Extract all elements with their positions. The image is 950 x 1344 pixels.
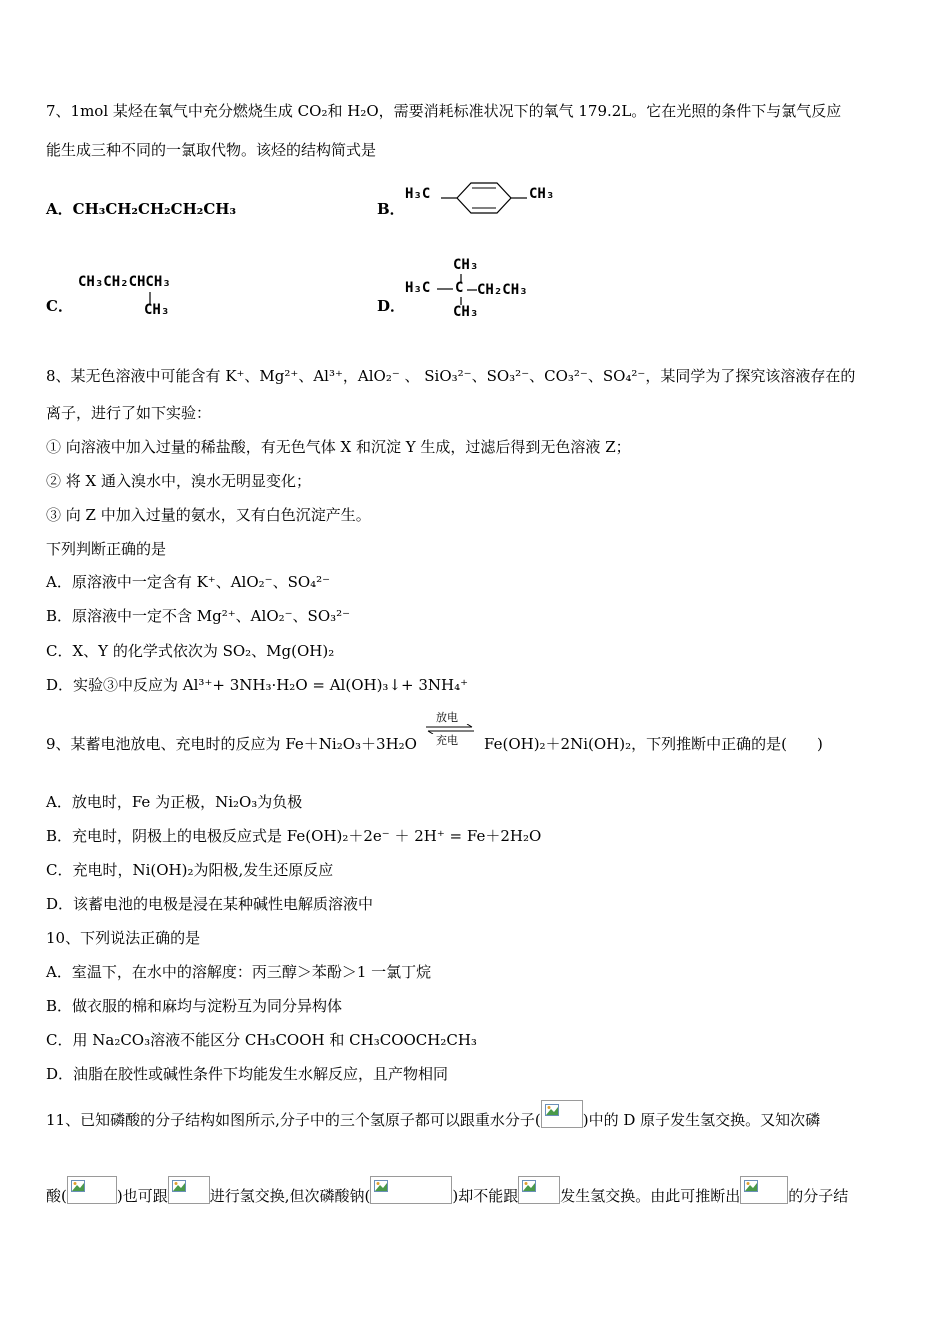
q8-option-c: C．X、Y 的化学式依次为 SO₂、Mg(OH)₂ — [46, 642, 335, 660]
q7-d-top-methyl: CH₃ — [453, 257, 479, 273]
q8-line1: 8、某无色溶液中可能含有 K⁺、Mg²⁺、Al³⁺，AlO₂⁻ 、 SiO₃²⁻、SO₃²⁻、CO₃²⁻、SO₄²⁻，某同学为了探究该溶液存在的 — [46, 367, 856, 385]
q8-step3: ③ 向 Z 中加入过量的氨水，又有白色沉淀产生。 — [46, 506, 371, 524]
q8-step1: ① 向溶液中加入过量的稀盐酸，有无色气体 X 和沉淀 Y 生成，过滤后得到无色溶液 Z； — [46, 438, 631, 456]
q9-arrow-top-label: 放电 — [436, 711, 458, 724]
q7-line2: 能生成三种不同的一氯取代物。该烃的结构简式是 — [46, 141, 377, 159]
q8-step2: ② 将 X 通入溴水中，溴水无明显变化； — [46, 472, 311, 490]
q9-arrow-bottom-label: 充电 — [436, 734, 458, 747]
q10-stem: 10、下列说法正确的是 — [46, 929, 201, 947]
q10-option-a: A．室温下，在水中的溶解度：丙三醇＞苯酚＞1 一氯丁烷 — [46, 963, 432, 981]
q7-option-a — [46, 199, 236, 219]
q10-option-d: D．油脂在胶性或碱性条件下均能发生水解反应，且产物相同 — [46, 1065, 449, 1083]
q7-d-central-carbon: C — [455, 280, 464, 296]
q7-d-bottom-methyl: CH₃ — [453, 304, 479, 320]
q8-stem: 下列判断正确的是 — [46, 540, 167, 558]
q7-c-branch: CH₃ — [144, 302, 170, 318]
q7-b-left-group: H₃C — [405, 186, 431, 202]
q11-line1 — [46, 1110, 820, 1130]
broken-image-icon — [67, 1176, 117, 1204]
broken-image-icon — [740, 1176, 788, 1204]
q9-option-b: B．充电时，阴极上的电极反应式是 Fe(OH)₂＋2e⁻ ＋ 2H⁺ = Fe＋2H₂O — [46, 827, 542, 845]
q9-option-a: A．放电时，Fe 为正极，Ni₂O₃为负极 — [46, 793, 303, 811]
q7-option-b-label: B． — [377, 200, 405, 218]
broken-image-icon — [370, 1176, 452, 1204]
equilibrium-arrow-icon — [424, 724, 476, 734]
q9-line-left: 9、某蓄电池放电、充电时的反应为 Fe＋Ni₂O₃＋3H₂O — [46, 735, 417, 753]
q11-line2-part-e: 发生氢交换。由此可推断出 — [560, 1187, 741, 1205]
q11-line2 — [46, 1186, 848, 1206]
q7-option-a-formula: CH₃CH₂CH₂CH₂CH₃ — [72, 200, 237, 218]
broken-image-icon — [168, 1176, 210, 1204]
q7-d-bond-lines — [405, 255, 555, 323]
q8-option-a: A．原溶液中一定含有 K⁺、AlO₂⁻、SO₄²⁻ — [46, 573, 331, 591]
q11-line2-part-c: 进行氢交换,但次磷酸钠( — [209, 1187, 371, 1205]
q11-line1-part-a: 11、已知磷酸的分子结构如图所示,分子中的三个氢原子都可以跟重水分子( — [46, 1111, 541, 1129]
q7-option-d-label: D． — [377, 297, 406, 315]
broken-image-icon — [518, 1176, 560, 1204]
q9-line-right: Fe(OH)₂＋2Ni(OH)₂，下列推断中正确的是( ) — [484, 735, 823, 753]
q7-option-d-structure — [405, 255, 555, 323]
q7-b-right-group: CH₃ — [529, 186, 555, 202]
q9-reversible-arrow — [424, 711, 476, 755]
benzene-ring-icon — [441, 180, 527, 216]
q10-option-b: B．做衣服的棉和麻均与淀粉互为同分异构体 — [46, 997, 343, 1015]
q8-option-d: D．实验③中反应为 Al³⁺+ 3NH₃·H₂O = Al(OH)₃↓+ 3NH₄⁺ — [46, 676, 469, 694]
q7-c-main-chain: CH₃CH₂CHCH₃ — [78, 274, 171, 290]
q11-line2-part-d: )却不能跟 — [452, 1187, 519, 1205]
q7-option-a-label: A． — [46, 200, 73, 218]
q11-line2-part-f: 的分子结 — [788, 1187, 849, 1205]
q11-line1-part-b: )中的 D 原子发生氢交换。又知次磷 — [582, 1111, 821, 1129]
q7-d-ethyl: CH₂CH₃ — [477, 282, 528, 298]
q7-d-left-methyl: H₃C — [405, 280, 431, 296]
q8-option-b: B．原溶液中一定不含 Mg²⁺、AlO₂⁻、SO₃²⁻ — [46, 607, 351, 625]
q7-option-c-structure — [78, 270, 218, 322]
q9-option-c: C．充电时，Ni(OH)₂为阳极,发生还原反应 — [46, 861, 334, 879]
q7-line1: 7、1mol 某烃在氧气中充分燃烧生成 CO₂和 H₂O，需要消耗标准状况下的氧气 179.2L。它在光照的条件下与氯气反应 — [46, 102, 842, 120]
q7-option-b-structure — [405, 180, 575, 216]
broken-image-icon — [541, 1100, 583, 1128]
q10-option-c: C．用 Na₂CO₃溶液不能区分 CH₃COOH 和 CH₃COOCH₂CH₃ — [46, 1031, 477, 1049]
q7-option-c-label: C． — [46, 297, 73, 315]
q9-option-d: D．该蓄电池的电极是浸在某种碱性电解质溶液中 — [46, 895, 374, 913]
q8-line2: 离子，进行了如下实验： — [46, 404, 212, 422]
q11-line2-part-b: )也可跟 — [116, 1187, 168, 1205]
q11-line2-part-a: 酸( — [46, 1187, 67, 1205]
